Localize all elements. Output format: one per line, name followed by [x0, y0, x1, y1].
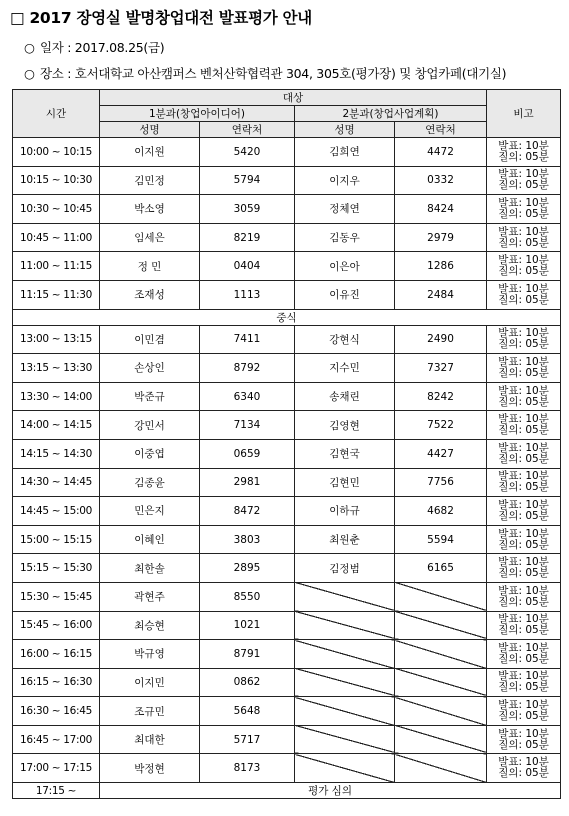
note-cell — [487, 668, 561, 697]
name-cell-1: 정 민 — [100, 252, 200, 281]
table-row — [13, 554, 561, 583]
empty-slash-cell — [395, 697, 487, 726]
note-cell — [487, 697, 561, 726]
empty-slash-cell — [395, 725, 487, 754]
header-note: 비고 — [487, 90, 561, 138]
time-cell: 14:15 ~ 14:30 — [13, 439, 100, 468]
info-date — [24, 38, 164, 56]
contact-cell-2: 7327 — [395, 354, 487, 383]
note-cell — [487, 582, 561, 611]
name-cell-1: 이혜인 — [100, 525, 200, 554]
time-cell: 16:15 ~ 16:30 — [13, 668, 100, 697]
note-cell — [487, 223, 561, 252]
contact-cell-1: 0862 — [200, 668, 295, 697]
note-presentation: 발표: 10분 — [498, 470, 549, 483]
bullet-icon: ○ — [24, 40, 35, 55]
name-cell-1: 민은지 — [100, 497, 200, 526]
name-cell-2: 지수민 — [295, 354, 395, 383]
contact-cell-2: 8424 — [395, 195, 487, 224]
name-cell-1: 임세은 — [100, 223, 200, 252]
contact-cell-1: 2981 — [200, 468, 295, 497]
contact-cell-1: 3059 — [200, 195, 295, 224]
name-cell-1: 이지민 — [100, 668, 200, 697]
info-location-text: 장소 : 호서대학교 아산캠퍼스 벤처산학협력관 304, 305호(평가장) 및 창업카페(대기실) — [40, 66, 507, 81]
header-name-1: 성명 — [100, 122, 200, 138]
contact-cell-1: 8792 — [200, 354, 295, 383]
note-presentation: 발표: 10분 — [498, 441, 549, 454]
name-cell-2: 김동우 — [295, 223, 395, 252]
table-row — [13, 252, 561, 281]
table-row — [13, 668, 561, 697]
note-presentation: 발표: 10분 — [498, 756, 549, 769]
time-cell: 17:00 ~ 17:15 — [13, 754, 100, 783]
empty-slash-cell — [295, 697, 395, 726]
table-row — [13, 725, 561, 754]
name-cell-1: 조재성 — [100, 280, 200, 309]
empty-slash-cell — [395, 611, 487, 640]
contact-cell-2: 1286 — [395, 252, 487, 281]
name-cell-2: 김정범 — [295, 554, 395, 583]
table-row — [13, 223, 561, 252]
note-presentation: 발표: 10분 — [498, 699, 549, 712]
contact-cell-1: 8472 — [200, 497, 295, 526]
time-cell: 13:15 ~ 13:30 — [13, 354, 100, 383]
name-cell-1: 최승현 — [100, 611, 200, 640]
contact-cell-1: 1113 — [200, 280, 295, 309]
evaluation-row — [13, 783, 561, 799]
table-row — [13, 582, 561, 611]
note-cell — [487, 382, 561, 411]
empty-slash-cell — [295, 582, 395, 611]
contact-cell-1: 1021 — [200, 611, 295, 640]
note-qa: 질의: 05분 — [498, 207, 549, 220]
empty-slash-cell — [395, 582, 487, 611]
contact-cell-1: 3803 — [200, 525, 295, 554]
note-cell — [487, 754, 561, 783]
name-cell-1: 강민서 — [100, 411, 200, 440]
note-presentation: 발표: 10분 — [498, 556, 549, 569]
note-cell — [487, 166, 561, 195]
header-row-1 — [13, 90, 561, 106]
table-row — [13, 411, 561, 440]
contact-cell-1: 8550 — [200, 582, 295, 611]
header-contact-2: 연락처 — [395, 122, 487, 138]
note-presentation: 발표: 10분 — [498, 670, 549, 683]
note-presentation: 발표: 10분 — [498, 254, 549, 267]
note-presentation: 발표: 10분 — [498, 327, 549, 340]
note-qa: 질의: 05분 — [498, 567, 549, 580]
note-qa: 질의: 05분 — [498, 395, 549, 408]
note-qa: 질의: 05분 — [498, 481, 549, 494]
note-cell — [487, 411, 561, 440]
note-cell — [487, 640, 561, 669]
note-qa: 질의: 05분 — [498, 150, 549, 163]
table-row — [13, 754, 561, 783]
note-qa: 질의: 05분 — [498, 738, 549, 751]
table-row — [13, 166, 561, 195]
note-cell — [487, 497, 561, 526]
name-cell-1: 손상인 — [100, 354, 200, 383]
name-cell-1: 이민겸 — [100, 325, 200, 354]
note-qa: 질의: 05분 — [498, 338, 549, 351]
time-cell: 13:00 ~ 13:15 — [13, 325, 100, 354]
name-cell-1: 박소영 — [100, 195, 200, 224]
note-presentation: 발표: 10분 — [498, 641, 549, 654]
empty-slash-cell — [395, 640, 487, 669]
time-cell: 13:30 ~ 14:00 — [13, 382, 100, 411]
name-cell-1: 박정현 — [100, 754, 200, 783]
time-cell: 10:00 ~ 10:15 — [13, 138, 100, 167]
name-cell-1: 박준규 — [100, 382, 200, 411]
time-cell: 15:00 ~ 15:15 — [13, 525, 100, 554]
contact-cell-2: 0332 — [395, 166, 487, 195]
contact-cell-1: 8219 — [200, 223, 295, 252]
table-row — [13, 195, 561, 224]
note-qa: 질의: 05분 — [498, 652, 549, 665]
note-qa: 질의: 05분 — [498, 681, 549, 694]
note-qa: 질의: 05분 — [498, 424, 549, 437]
note-qa: 질의: 05분 — [498, 509, 549, 522]
note-presentation: 발표: 10분 — [498, 584, 549, 597]
note-qa: 질의: 05분 — [498, 710, 549, 723]
name-cell-2: 이하규 — [295, 497, 395, 526]
name-cell-2: 이은아 — [295, 252, 395, 281]
note-qa: 질의: 05분 — [498, 538, 549, 551]
time-cell: 10:15 ~ 10:30 — [13, 166, 100, 195]
note-presentation: 발표: 10분 — [498, 384, 549, 397]
table-row — [13, 280, 561, 309]
contact-cell-2: 7756 — [395, 468, 487, 497]
table-row — [13, 697, 561, 726]
contact-cell-2: 5594 — [395, 525, 487, 554]
time-cell: 15:45 ~ 16:00 — [13, 611, 100, 640]
empty-slash-cell — [295, 640, 395, 669]
name-cell-1: 김종윤 — [100, 468, 200, 497]
note-qa: 질의: 05분 — [498, 767, 549, 780]
name-cell-1: 곽현주 — [100, 582, 200, 611]
contact-cell-2: 2979 — [395, 223, 487, 252]
name-cell-1: 박규영 — [100, 640, 200, 669]
time-cell: 16:45 ~ 17:00 — [13, 725, 100, 754]
note-qa: 질의: 05분 — [498, 293, 549, 306]
name-cell-1: 김민정 — [100, 166, 200, 195]
header-name-2: 성명 — [295, 122, 395, 138]
name-cell-1: 최한솔 — [100, 554, 200, 583]
contact-cell-1: 0404 — [200, 252, 295, 281]
lunch-label: 중식 — [13, 309, 561, 325]
header-group1: 1분과(창업아이디어) — [100, 106, 295, 122]
contact-cell-1: 6340 — [200, 382, 295, 411]
name-cell-1: 조규민 — [100, 697, 200, 726]
note-presentation: 발표: 10분 — [498, 282, 549, 295]
note-qa: 질의: 05분 — [498, 265, 549, 278]
note-qa: 질의: 05분 — [498, 624, 549, 637]
name-cell-2: 이유진 — [295, 280, 395, 309]
note-cell — [487, 280, 561, 309]
name-cell-2: 김영현 — [295, 411, 395, 440]
table-row — [13, 497, 561, 526]
name-cell-2: 김현민 — [295, 468, 395, 497]
table-row — [13, 325, 561, 354]
time-cell: 15:15 ~ 15:30 — [13, 554, 100, 583]
name-cell-2: 김희연 — [295, 138, 395, 167]
contact-cell-2: 4682 — [395, 497, 487, 526]
contact-cell-2: 2484 — [395, 280, 487, 309]
table-row — [13, 439, 561, 468]
contact-cell-2: 7522 — [395, 411, 487, 440]
header-time: 시간 — [13, 90, 100, 138]
note-cell — [487, 554, 561, 583]
table-row — [13, 138, 561, 167]
note-cell — [487, 354, 561, 383]
name-cell-2: 최원춘 — [295, 525, 395, 554]
table-row — [13, 354, 561, 383]
note-qa: 질의: 05분 — [498, 236, 549, 249]
name-cell-1: 이중엽 — [100, 439, 200, 468]
header-target: 대상 — [100, 90, 487, 106]
note-presentation: 발표: 10분 — [498, 727, 549, 740]
empty-slash-cell — [295, 725, 395, 754]
page-title: □ 2017 장영실 발명창업대전 발표평가 안내 — [10, 9, 312, 27]
note-presentation: 발표: 10분 — [498, 196, 549, 209]
time-cell: 16:00 ~ 16:15 — [13, 640, 100, 669]
note-cell — [487, 468, 561, 497]
table-row — [13, 611, 561, 640]
schedule-table — [12, 89, 561, 799]
time-cell: 11:15 ~ 11:30 — [13, 280, 100, 309]
contact-cell-1: 0659 — [200, 439, 295, 468]
name-cell-2: 강현식 — [295, 325, 395, 354]
empty-slash-cell — [395, 668, 487, 697]
contact-cell-1: 8791 — [200, 640, 295, 669]
header-contact-1: 연락처 — [200, 122, 295, 138]
contact-cell-1: 5794 — [200, 166, 295, 195]
name-cell-2: 김현국 — [295, 439, 395, 468]
contact-cell-1: 5420 — [200, 138, 295, 167]
table-row — [13, 525, 561, 554]
name-cell-1: 이지원 — [100, 138, 200, 167]
contact-cell-2: 8242 — [395, 382, 487, 411]
note-cell — [487, 525, 561, 554]
note-presentation: 발표: 10분 — [498, 527, 549, 540]
note-presentation: 발표: 10분 — [498, 355, 549, 368]
time-cell: 14:00 ~ 14:15 — [13, 411, 100, 440]
contact-cell-2: 4427 — [395, 439, 487, 468]
schedule-table-body — [13, 90, 561, 799]
contact-cell-2: 4472 — [395, 138, 487, 167]
note-qa: 질의: 05분 — [498, 179, 549, 192]
time-cell: 10:45 ~ 11:00 — [13, 223, 100, 252]
time-cell: 11:00 ~ 11:15 — [13, 252, 100, 281]
note-presentation: 발표: 10분 — [498, 613, 549, 626]
note-qa: 질의: 05분 — [498, 366, 549, 379]
note-presentation: 발표: 10분 — [498, 225, 549, 238]
note-presentation: 발표: 10분 — [498, 139, 549, 152]
lunch-row — [13, 309, 561, 325]
contact-cell-2: 2490 — [395, 325, 487, 354]
name-cell-2: 이지우 — [295, 166, 395, 195]
info-location — [24, 64, 506, 82]
note-qa: 질의: 05분 — [498, 452, 549, 465]
time-cell: 16:30 ~ 16:45 — [13, 697, 100, 726]
empty-slash-cell — [395, 754, 487, 783]
note-cell — [487, 611, 561, 640]
name-cell-1: 최대한 — [100, 725, 200, 754]
info-date-text: 일자 : 2017.08.25(금) — [40, 40, 165, 55]
empty-slash-cell — [295, 611, 395, 640]
contact-cell-1: 5648 — [200, 697, 295, 726]
empty-slash-cell — [295, 668, 395, 697]
note-cell — [487, 439, 561, 468]
contact-cell-1: 5717 — [200, 725, 295, 754]
note-presentation: 발표: 10분 — [498, 168, 549, 181]
time-cell: 15:30 ~ 15:45 — [13, 582, 100, 611]
empty-slash-cell — [295, 754, 395, 783]
bullet-icon: ○ — [24, 66, 35, 81]
end-label: 평가 심의 — [100, 783, 561, 799]
note-presentation: 발표: 10분 — [498, 413, 549, 426]
contact-cell-1: 2895 — [200, 554, 295, 583]
end-time: 17:15 ~ — [13, 783, 100, 799]
name-cell-2: 정체연 — [295, 195, 395, 224]
note-qa: 질의: 05분 — [498, 595, 549, 608]
header-group2: 2분과(창업사업계획) — [295, 106, 487, 122]
time-cell: 14:45 ~ 15:00 — [13, 497, 100, 526]
table-row — [13, 382, 561, 411]
note-cell — [487, 138, 561, 167]
contact-cell-2: 6165 — [395, 554, 487, 583]
note-cell — [487, 252, 561, 281]
note-cell — [487, 195, 561, 224]
note-cell — [487, 325, 561, 354]
table-row — [13, 468, 561, 497]
contact-cell-1: 7134 — [200, 411, 295, 440]
contact-cell-1: 7411 — [200, 325, 295, 354]
contact-cell-1: 8173 — [200, 754, 295, 783]
note-presentation: 발표: 10분 — [498, 498, 549, 511]
time-cell: 14:30 ~ 14:45 — [13, 468, 100, 497]
table-row — [13, 640, 561, 669]
time-cell: 10:30 ~ 10:45 — [13, 195, 100, 224]
name-cell-2: 송채린 — [295, 382, 395, 411]
note-cell — [487, 725, 561, 754]
